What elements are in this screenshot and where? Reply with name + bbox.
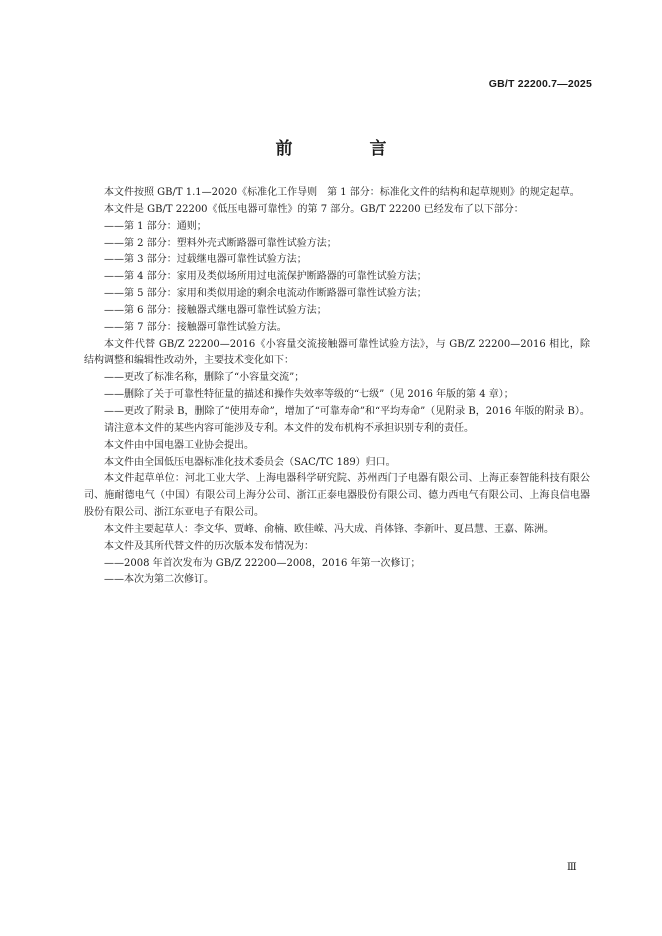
paragraph-patent-notice: 请注意本文件的某些内容可能涉及专利。本文件的发布机构不承担识别专利的责任。 (104, 422, 474, 434)
list-item-part: ——第 4 部分：家用及类似场所用过电流保护断路器的可靠性试验方法； (104, 271, 427, 283)
list-item-change: ——更改了附录 B，删除了“使用寿命”，增加了“可靠寿命”和“平均寿命”（见附录 B，2016 年版的附录 B）。 (104, 405, 590, 417)
list-item-part: ——第 6 部分：接触器式继电器可靠性试验方法； (104, 304, 327, 316)
list-item-change: ——删除了关于可靠性特征量的描述和操作失效率等级的“七级”（见 2016 年版的第 4 章）； (104, 389, 514, 401)
paragraph-committee: 本文件由全国低压电器标准化技术委员会（SAC/TC 189）归口。 (104, 456, 396, 468)
paragraph-series-intro: 本文件是 GB/T 22200《低压电器可靠性》的第 7 部分。GB/T 22200 已经发布了以下部分： (104, 203, 524, 215)
list-item-history: ——2008 年首次发布为 GB/Z 22200—2008，2016 年第一次修订； (104, 557, 421, 569)
list-item-change: ——更改了标准名称，删除了“小容量交流”； (104, 372, 305, 384)
document-body (84, 185, 590, 589)
paragraph-replacement: 本文件代替 GB/Z 22200—2016《小容量交流接触器可靠性试验方法》，与 GB/Z 22200—2016 相比，除结构调整和编辑性改动外，主要技术变化如下： (84, 338, 590, 367)
list-item-part: ——第 5 部分：家用和类似用途的剩余电流动作断路器可靠性试验方法； (104, 288, 427, 300)
paragraph-drafting-units: 本文件起草单位：河北工业大学、上海电器科学研究院、苏州西门子电器有限公司、上海正泰智能科技有限公司、施耐德电气（中国）有限公司上海分公司、浙江正泰电器股份有限公司、德力西电气有限公司、上海良信电器股份有限公司、浙江东亚电子有限公司。 (84, 473, 590, 519)
list-item-part: ——第 1 部分：通则； (104, 220, 207, 232)
list-item-part: ——第 2 部分：塑料外壳式断路器可靠性试验方法； (104, 237, 337, 249)
page-title: 前 言 (275, 139, 417, 159)
list-item-part: ——第 7 部分：接触器可靠性试验方法。 (104, 321, 287, 333)
paragraph-proposer: 本文件由中国电器工业协会提出。 (104, 439, 254, 451)
paragraph-drafting-rules: 本文件按照 GB/T 1.1—2020《标准化工作导则 第 1 部分：标准化文件的结构和起草规则》的规定起草。 (104, 187, 580, 198)
list-item-history: ——本次为第二次修订。 (104, 574, 214, 586)
list-item-part: ——第 3 部分：过载继电器可靠性试验方法； (104, 254, 307, 266)
standard-code: GB/T 22200.7—2025 (488, 78, 592, 90)
paragraph-drafters: 本文件主要起草人：李文华、贾峰、俞楠、欧佳嵘、冯大成、肖体锋、李新叶、夏昌慧、王嘉、陈洲。 (104, 523, 554, 535)
paragraph-history-intro: 本文件及其所代替文件的历次版本发布情况为： (104, 540, 314, 552)
page-number: Ⅲ (567, 862, 577, 873)
